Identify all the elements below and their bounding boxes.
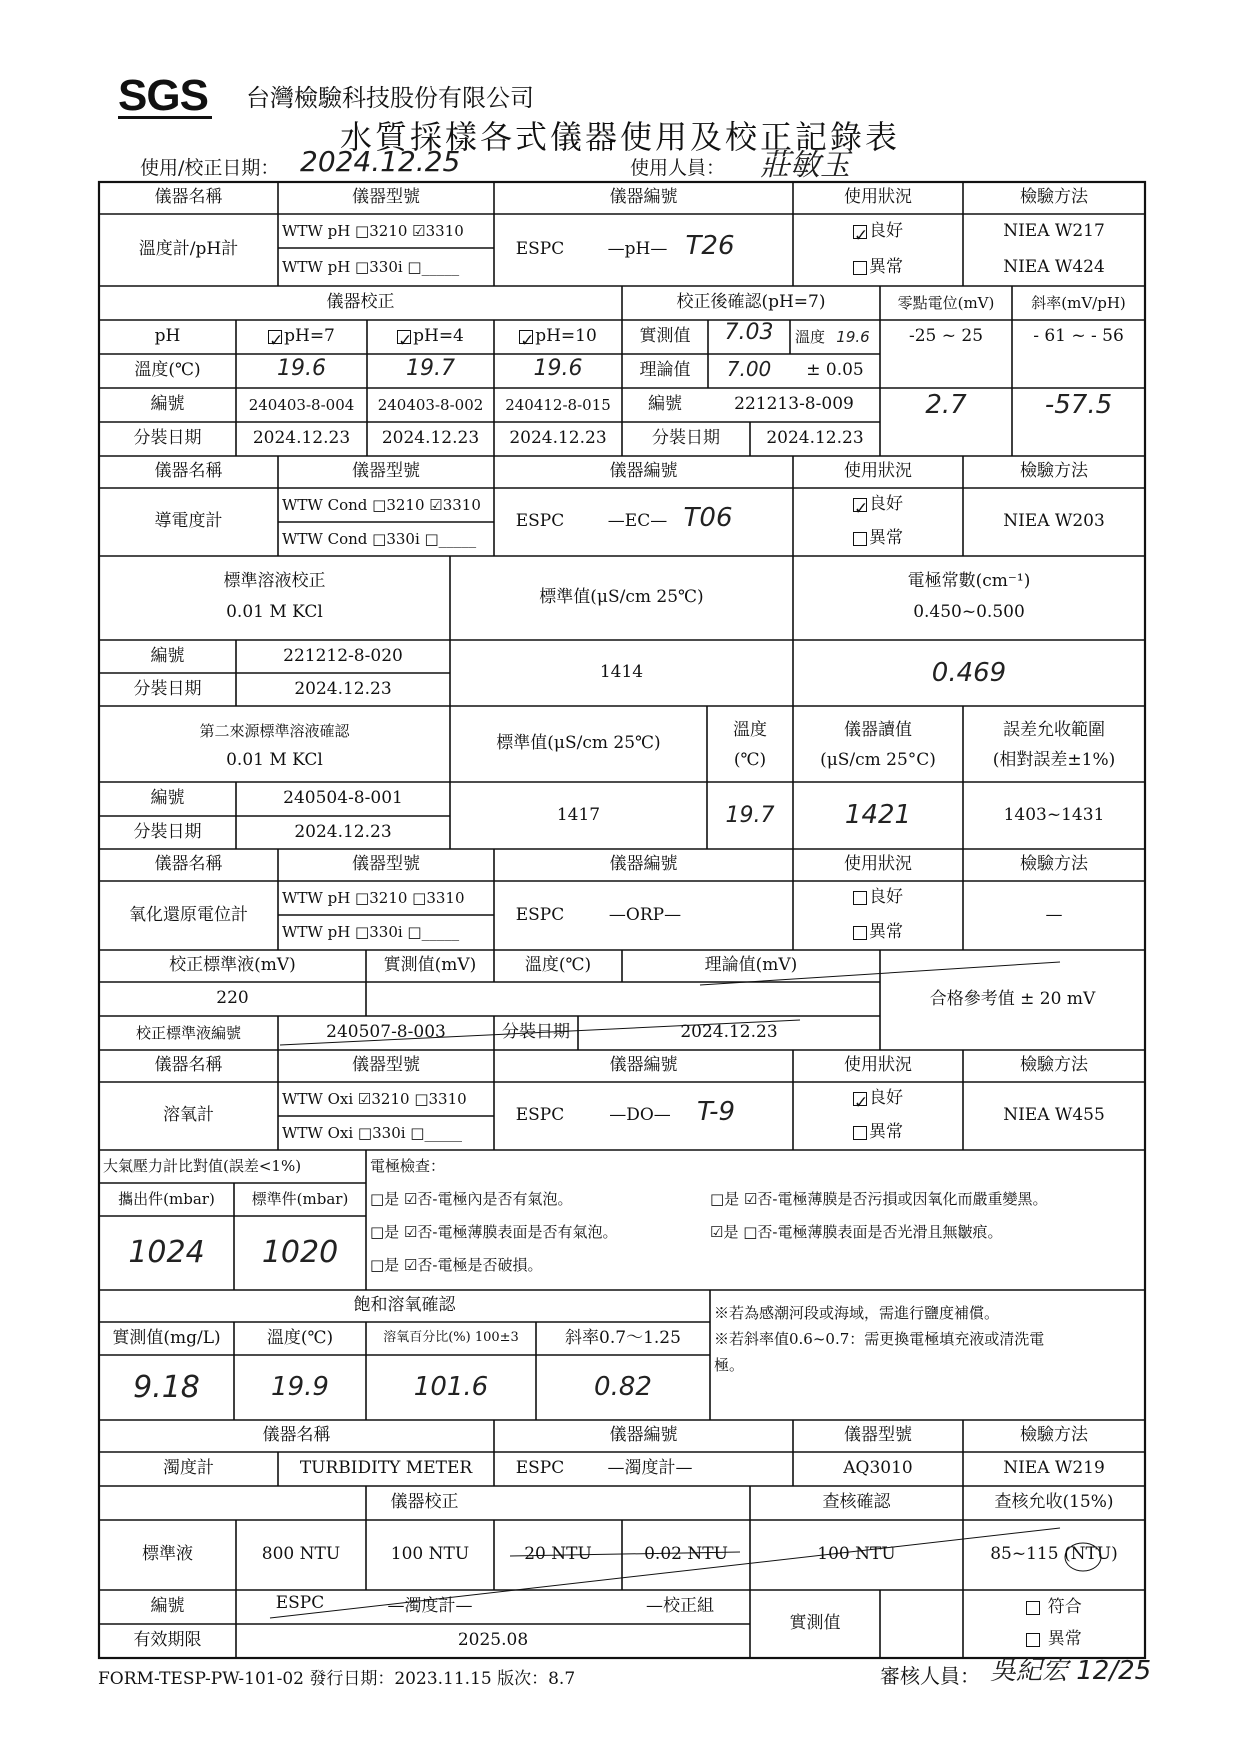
turb-std-20: 20 NTU bbox=[524, 1544, 592, 1565]
abnormal-checkbox[interactable] bbox=[853, 926, 867, 940]
ph-date-2: 2024.12.23 bbox=[381, 428, 480, 449]
do-check-4: ☑是 □否-電極薄膜表面是否光滑且無皺痕。 bbox=[710, 1223, 1003, 1242]
do-measured-label: 實測值(mg/L) bbox=[112, 1327, 221, 1348]
ph-id-1: 240403-8-004 bbox=[248, 395, 355, 414]
do-pct-value: 101.6 bbox=[413, 1372, 489, 1403]
ph-slope-value: -57.5 bbox=[1044, 389, 1113, 420]
ph-method-1: NIEA W217 bbox=[1003, 221, 1105, 242]
ph-serial-header: 儀器編號 bbox=[609, 187, 678, 208]
ph-temp-1: 19.6 bbox=[277, 356, 326, 382]
ph-temp-2: 19.7 bbox=[406, 356, 455, 382]
ph-zero-label: 零點電位(mV) bbox=[897, 293, 995, 312]
do-note-1: ※若為感潮河段或海域，需進行鹽度補償。 bbox=[714, 1303, 1000, 1322]
do-check-2: □是 ☑否-電極薄膜是否污損或因氧化而嚴重變黑。 bbox=[710, 1190, 1048, 1209]
company-name: 台灣檢驗科技股份有限公司 bbox=[246, 84, 534, 112]
ec-second-title: 第二來源標準溶液確認 bbox=[199, 721, 350, 740]
abnormal-checkbox[interactable] bbox=[853, 261, 867, 275]
abnormal-checkbox[interactable] bbox=[853, 532, 867, 546]
conform-checkbox[interactable] bbox=[1026, 1601, 1040, 1615]
good-checkbox-checked[interactable]: ✓ bbox=[854, 1093, 869, 1113]
ph-id-row-label: 編號 bbox=[150, 394, 185, 415]
good-checkbox[interactable] bbox=[853, 891, 867, 905]
ph-slope-range: - 61 ~ - 56 bbox=[1033, 326, 1124, 347]
orp-status-header: 使用狀況 bbox=[844, 854, 912, 875]
do-name-header: 儀器名稱 bbox=[154, 1055, 223, 1076]
ec-second-date-label: 分裝日期 bbox=[133, 821, 202, 842]
ec-second-id-label: 編號 bbox=[150, 788, 185, 809]
ec-model-option-1: WTW Cond □3210 ☑3310 bbox=[282, 495, 481, 514]
orp-temp-label: 溫度(℃) bbox=[524, 955, 592, 976]
orp-method: — bbox=[1045, 904, 1063, 925]
ph-confirm-label: 校正後確認(pH=7) bbox=[676, 292, 826, 313]
ph-temp-label: 溫度 bbox=[794, 327, 825, 346]
turb-calib-label: 儀器校正 bbox=[390, 1492, 459, 1513]
ph-row-label: pH bbox=[154, 326, 181, 347]
ec-std-sub: 0.01 M KCl bbox=[226, 602, 323, 623]
ec-second-range: 1403~1431 bbox=[1003, 804, 1105, 825]
ec-std-value: 1414 bbox=[599, 662, 644, 683]
orp-method-header: 檢驗方法 bbox=[1020, 854, 1088, 875]
do-model-option-2: WTW Oxi □330i □_____ bbox=[282, 1123, 462, 1142]
orp-std-id-label: 校正標準液編號 bbox=[135, 1023, 241, 1042]
ph-theory-value: 7.00 bbox=[726, 356, 772, 381]
ec-serial-handwritten: T06 bbox=[683, 502, 733, 533]
do-baro-title: 大氣壓力計比對值(誤差<1%) bbox=[103, 1157, 302, 1176]
turb-std-label: 標準液 bbox=[142, 1544, 193, 1565]
ec-method-header: 檢驗方法 bbox=[1020, 461, 1088, 482]
orp-model-option-2: WTW pH □330i □_____ bbox=[282, 923, 460, 942]
ec-method: NIEA W203 bbox=[1003, 511, 1105, 532]
ph-temp-value: 19.6 bbox=[836, 327, 870, 346]
do-status-header: 使用狀況 bbox=[844, 1055, 912, 1076]
do-note-2: ※若斜率值0.6~0.7：需更換電極填充液或清洗電 bbox=[714, 1329, 1045, 1348]
ec-instrument-name: 導電度計 bbox=[154, 511, 223, 532]
turb-conform: 符合 bbox=[963, 1592, 1145, 1624]
do-slope-value: 0.82 bbox=[594, 1372, 652, 1403]
do-temp-value: 19.9 bbox=[271, 1372, 329, 1403]
turb-id-end: —校正組 bbox=[646, 1596, 714, 1617]
do-instrument-name: 溶氧計 bbox=[163, 1105, 214, 1126]
orp-std-value: 220 bbox=[216, 988, 249, 1009]
turb-accept-value: 85~115 (NTU) bbox=[990, 1544, 1118, 1565]
do-check-1: □是 ☑否-電極內是否有氣泡。 bbox=[370, 1190, 573, 1209]
ec-date-label: 分裝日期 bbox=[133, 678, 202, 699]
ph-tolerance: ± 0.05 bbox=[806, 360, 864, 381]
form-footer: FORM-TESP-PW-101-02 發行日期：2023.11.15 版次：8.7 bbox=[98, 1669, 576, 1689]
ph-std-4: ✓ pH=4 bbox=[398, 326, 464, 351]
do-temp-label: 溫度(℃) bbox=[266, 1327, 334, 1348]
do-slope-label: 斜率0.7～1.25 bbox=[565, 1327, 681, 1348]
ph-status-abnormal: 異常 bbox=[793, 250, 963, 286]
do-sat-title: 飽和溶氧確認 bbox=[353, 1295, 456, 1316]
do-serial-mid: —DO— bbox=[609, 1105, 671, 1126]
ec-model-header: 儀器型號 bbox=[352, 461, 420, 482]
orp-std-label: 校正標準液(mV) bbox=[169, 955, 296, 976]
ph-date-4-label: 分裝日期 bbox=[652, 428, 720, 449]
ph-temp-row-label: 溫度(℃) bbox=[134, 360, 201, 381]
ec-status-good: ✓ 良好 bbox=[854, 494, 903, 519]
good-checkbox-checked[interactable]: ✓ bbox=[854, 499, 869, 519]
ec-name-header: 儀器名稱 bbox=[154, 461, 223, 482]
ph-serial-mid: —pH— bbox=[607, 239, 668, 260]
ph-slope-label: 斜率(mV/pH) bbox=[1031, 293, 1126, 312]
do-elec-title: 電極檢查： bbox=[370, 1157, 446, 1176]
ph-zero-value: 2.7 bbox=[925, 389, 967, 420]
ec-std-date: 2024.12.23 bbox=[294, 678, 392, 699]
turb-check-label: 查核確認 bbox=[822, 1492, 891, 1513]
orp-name-header: 儀器名稱 bbox=[154, 854, 223, 875]
turb-id-mid: —濁度計— bbox=[387, 1596, 473, 1617]
do-serial-handwritten: T-9 bbox=[696, 1096, 736, 1127]
orp-split-date: 2024.12.23 bbox=[680, 1022, 778, 1043]
ec-second-temp-unit: (℃) bbox=[733, 750, 767, 771]
ph-date-3: 2024.12.23 bbox=[509, 428, 607, 449]
good-checkbox-checked[interactable]: ✓ bbox=[854, 226, 869, 246]
orp-status-abnormal: 異常 bbox=[793, 915, 963, 950]
turb-serial-mid: —濁度計— bbox=[607, 1458, 693, 1479]
do-std-label: 標準件(mbar) bbox=[251, 1190, 349, 1209]
ec-second-value-label: 標準值(μS/cm 25℃) bbox=[496, 733, 661, 754]
ph-std-7: ✓ pH=7 bbox=[269, 326, 335, 351]
do-measured-value: 9.18 bbox=[133, 1369, 200, 1405]
ph-std-10: ✓ pH=10 bbox=[520, 326, 597, 351]
ec-second-reading: 1421 bbox=[844, 800, 912, 831]
turb-std-002: 0.02 NTU bbox=[644, 1544, 728, 1565]
ec-err-label: 誤差允收範圍 bbox=[1003, 720, 1105, 741]
orp-model-option-1: WTW pH □3210 □3310 bbox=[282, 888, 465, 907]
orp-instrument-name: 氧化還原電位計 bbox=[129, 904, 248, 925]
abnormal-checkbox[interactable] bbox=[1026, 1633, 1040, 1647]
ph-method-header: 檢驗方法 bbox=[1020, 187, 1088, 208]
ph-instrument-name: 溫度計/pH計 bbox=[138, 239, 239, 260]
ph-zero-range: -25 ~ 25 bbox=[908, 326, 984, 347]
turb-instrument-name: 濁度計 bbox=[163, 1458, 214, 1479]
ec-serial-header: 儀器編號 bbox=[609, 461, 678, 482]
do-model-header: 儀器型號 bbox=[352, 1055, 420, 1076]
ec-reading-unit: (μS/cm 25°C) bbox=[820, 750, 936, 771]
ph-calib-label: 儀器校正 bbox=[326, 292, 395, 313]
do-serial-header: 儀器編號 bbox=[609, 1055, 678, 1076]
turb-abnormal: 異常 bbox=[963, 1624, 1145, 1656]
turb-expiry: 2025.08 bbox=[457, 1630, 529, 1651]
ph-id-3: 240412-8-015 bbox=[505, 395, 611, 414]
turb-expiry-label: 有效期限 bbox=[133, 1630, 202, 1651]
ph-model-option-1: WTW pH □3210 ☑3310 bbox=[282, 221, 464, 240]
form-title: 水質採樣各式儀器使用及校正記錄表 bbox=[340, 118, 901, 156]
abnormal-checkbox[interactable] bbox=[853, 1126, 867, 1140]
do-note-3: 極。 bbox=[714, 1355, 745, 1374]
reviewer-signature: 吳紀宏 12/25 bbox=[990, 1656, 1152, 1686]
ec-id-label: 編號 bbox=[150, 645, 185, 666]
ec-std-id: 221212-8-020 bbox=[283, 645, 403, 666]
turb-method: NIEA W219 bbox=[1003, 1458, 1105, 1479]
ph-theory-label: 理論值 bbox=[639, 360, 691, 381]
do-check-5: □是 ☑否-電極是否破損。 bbox=[370, 1256, 543, 1275]
orp-status-good: 良好 bbox=[793, 881, 963, 915]
ec-cell-label: 電極常數(cm⁻¹) bbox=[907, 571, 1031, 592]
ec-second-value: 1417 bbox=[556, 804, 601, 825]
do-std-value: 1020 bbox=[261, 1235, 339, 1271]
ec-model-option-2: WTW Cond □330i □_____ bbox=[282, 529, 477, 548]
do-out-value: 1024 bbox=[128, 1235, 205, 1271]
ph-model-option-2: WTW pH □330i □_____ bbox=[282, 257, 460, 276]
orp-serial-header: 儀器編號 bbox=[609, 854, 678, 875]
date-label: 使用/校正日期： bbox=[140, 157, 280, 179]
turb-id-label: 編號 bbox=[150, 1596, 185, 1617]
ec-serial-prefix: ESPC bbox=[515, 511, 565, 532]
ec-serial-mid: —EC— bbox=[607, 511, 668, 532]
ph-date-4: 2024.12.23 bbox=[766, 428, 864, 449]
do-out-label: 攜出件(mbar) bbox=[118, 1190, 215, 1209]
ph-status-header: 使用狀況 bbox=[844, 187, 912, 208]
ph-status-good: ✓ 良好 bbox=[854, 221, 903, 246]
turb-model-header: 儀器型號 bbox=[844, 1425, 912, 1446]
ec-status-abnormal: 異常 bbox=[793, 522, 963, 556]
user-value: 莊敏玉 bbox=[760, 148, 850, 183]
user-label: 使用人員： bbox=[630, 157, 726, 179]
turb-serial-header: 儀器編號 bbox=[609, 1425, 678, 1446]
ec-std-title: 標準溶液校正 bbox=[223, 571, 326, 592]
ph-id-4: 221213-8-009 bbox=[734, 394, 854, 415]
reviewer-label: 審核人員： bbox=[880, 1664, 980, 1688]
ec-second-sub: 0.01 M KCl bbox=[226, 750, 323, 771]
turb-std-100: 100 NTU bbox=[390, 1544, 470, 1565]
turb-id-prefix: ESPC bbox=[275, 1593, 325, 1614]
orp-model-header: 儀器型號 bbox=[352, 854, 420, 875]
ph-id-4-label: 編號 bbox=[648, 394, 682, 415]
turb-serial-prefix: ESPC bbox=[515, 1458, 565, 1479]
ph-measured-label: 實測值 bbox=[639, 326, 691, 347]
turb-instrument-name-en: TURBIDITY METER bbox=[299, 1458, 473, 1479]
orp-std-id: 240507-8-003 bbox=[326, 1022, 446, 1043]
turb-model: AQ3010 bbox=[843, 1458, 913, 1479]
ph10-checkbox-checked[interactable]: ✓ bbox=[520, 331, 535, 351]
ec-err-unit: (相對誤差±1%) bbox=[992, 750, 1116, 771]
ph-serial-prefix: ESPC bbox=[515, 239, 565, 260]
ec-reading-label: 儀器讀值 bbox=[844, 720, 912, 741]
turb-accept-label: 查核允收(15%) bbox=[994, 1492, 1114, 1513]
orp-serial-prefix: ESPC bbox=[515, 904, 565, 925]
do-method: NIEA W455 bbox=[1003, 1105, 1105, 1126]
ph-serial-handwritten: T26 bbox=[685, 230, 735, 261]
ec-second-temp-label: 溫度 bbox=[733, 720, 767, 741]
orp-split-label: 分裝日期 bbox=[502, 1022, 570, 1043]
do-serial-prefix: ESPC bbox=[515, 1105, 565, 1126]
turb-name-header: 儀器名稱 bbox=[262, 1425, 331, 1446]
do-check-3: □是 ☑否-電極薄膜表面是否有氣泡。 bbox=[370, 1223, 618, 1242]
turb-check-value: 100 NTU bbox=[817, 1544, 896, 1565]
ph-date-1: 2024.12.23 bbox=[252, 428, 351, 449]
orp-pass-label: 合格參考值 ± 20 mV bbox=[929, 989, 1096, 1010]
ec-second-id: 240504-8-001 bbox=[283, 788, 403, 809]
ph-method-2: NIEA W424 bbox=[1003, 257, 1105, 278]
date-value: 2024.12.25 bbox=[300, 145, 461, 178]
ec-std-value-label: 標準值(μS/cm 25℃) bbox=[539, 587, 704, 608]
ec-second-date: 2024.12.23 bbox=[294, 821, 392, 842]
ph7-checkbox-checked[interactable]: ✓ bbox=[269, 331, 284, 351]
orp-serial-mid: —ORP— bbox=[608, 904, 682, 925]
do-pct-label: 溶氧百分比(%) 100±3 bbox=[383, 1330, 519, 1346]
ph-model-header: 儀器型號 bbox=[352, 187, 420, 208]
do-method-header: 檢驗方法 bbox=[1020, 1055, 1088, 1076]
ph-date-row-label: 分裝日期 bbox=[133, 428, 202, 449]
turb-measured-label: 實測值 bbox=[789, 1613, 841, 1634]
sgs-logo: SGS bbox=[118, 76, 212, 119]
ec-cell-value: 0.469 bbox=[931, 657, 1007, 688]
do-model-option-1: WTW Oxi ☑3210 □3310 bbox=[282, 1089, 467, 1108]
ph-name-header: 儀器名稱 bbox=[154, 187, 223, 208]
turb-std-800: 800 NTU bbox=[261, 1544, 341, 1565]
ph4-checkbox-checked[interactable]: ✓ bbox=[398, 331, 413, 351]
ec-cell-range: 0.450~0.500 bbox=[913, 602, 1025, 623]
ph-id-2: 240403-8-002 bbox=[377, 395, 484, 414]
do-status-good: ✓ 良好 bbox=[854, 1088, 903, 1113]
ph-measured-value: 7.03 bbox=[724, 320, 774, 346]
do-status-abnormal: 異常 bbox=[793, 1116, 963, 1150]
orp-theory-label: 理論值(mV) bbox=[704, 955, 798, 976]
ec-status-header: 使用狀況 bbox=[844, 461, 912, 482]
ec-second-temp: 19.7 bbox=[725, 802, 775, 828]
turb-method-header: 檢驗方法 bbox=[1020, 1425, 1088, 1446]
ph-temp-3: 19.6 bbox=[533, 356, 583, 382]
orp-measured-label: 實測值(mV) bbox=[383, 955, 477, 976]
